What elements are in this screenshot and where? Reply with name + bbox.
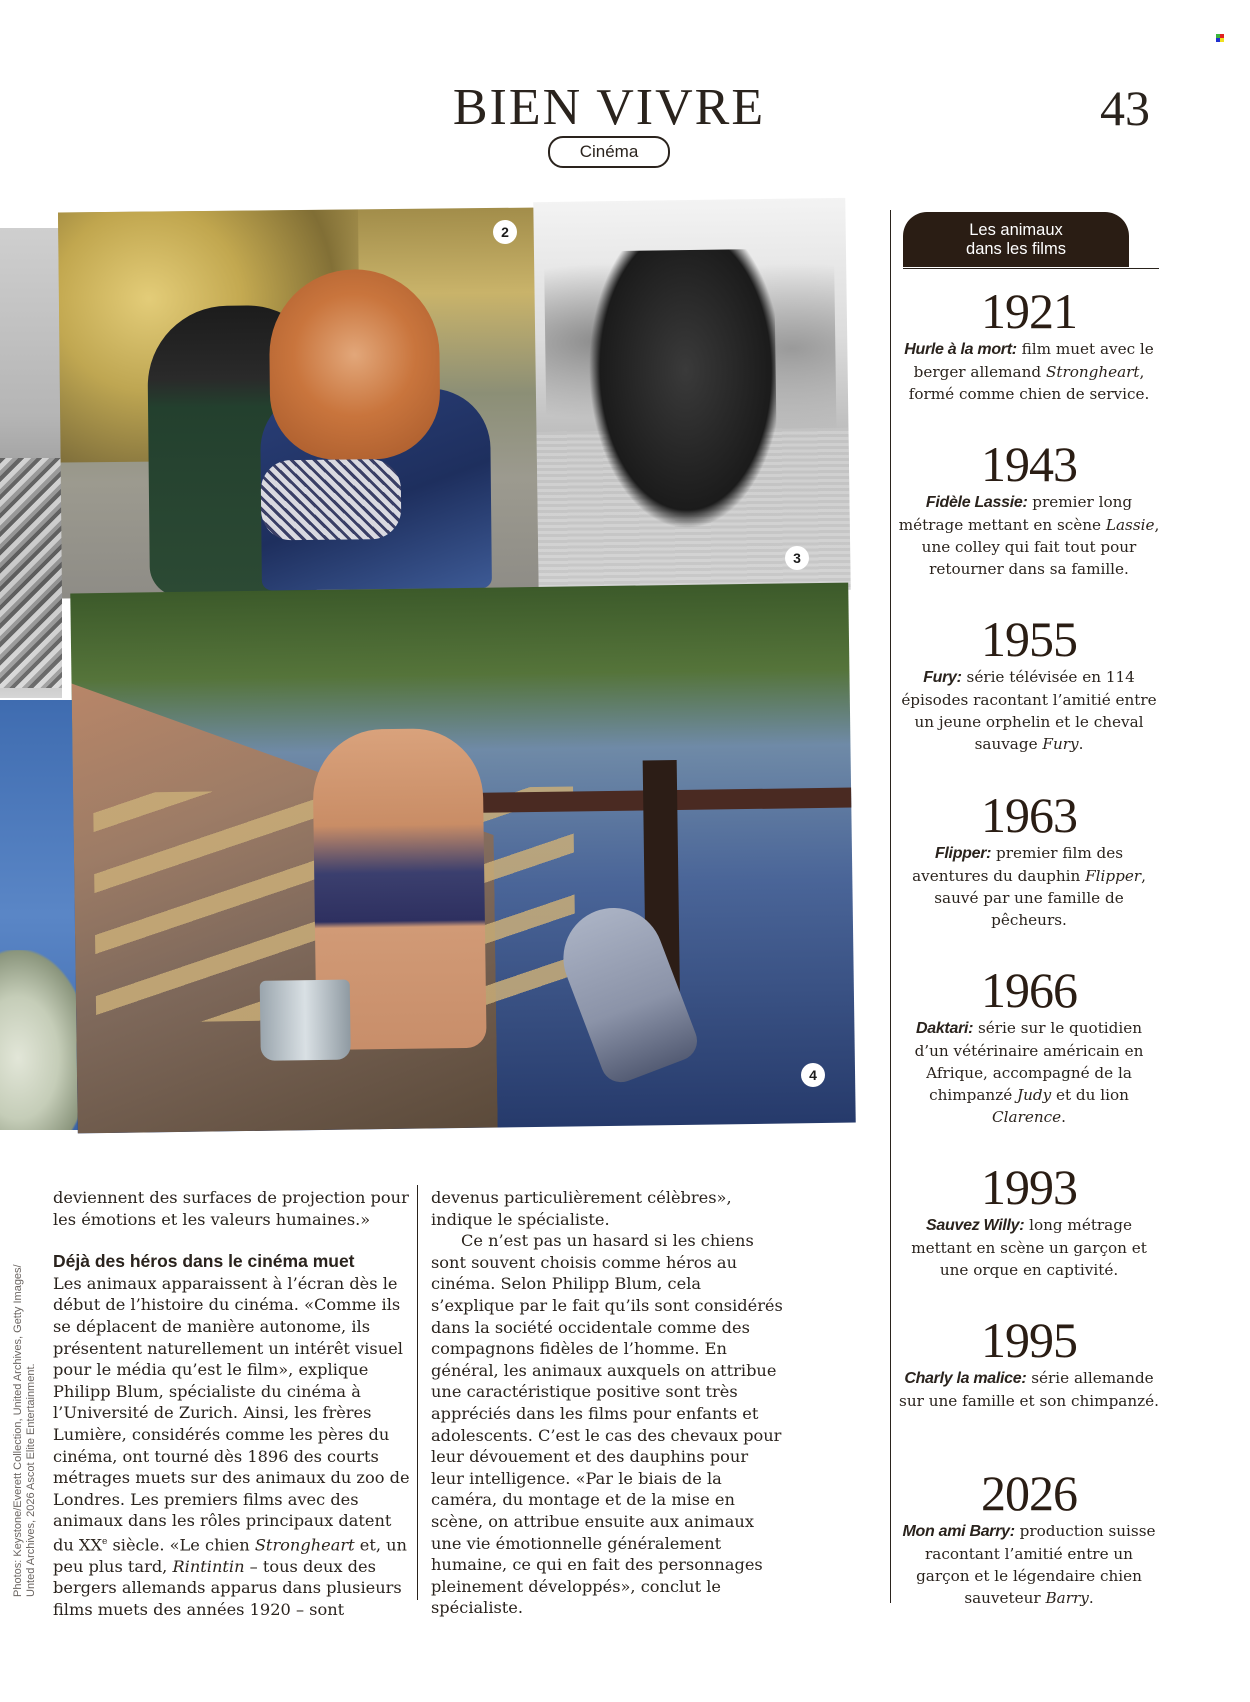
article-subheading: Déjà des héros dans le cinéma muet [53, 1251, 355, 1272]
timeline-year: 1993 [981, 1159, 1077, 1215]
timeline-entry [898, 1312, 1160, 1412]
timeline-description [898, 1367, 1160, 1412]
animal-name: Strongheart [1045, 363, 1140, 381]
timeline-description [898, 1520, 1160, 1609]
film-title: Flipper: [934, 845, 992, 862]
column-divider [417, 1185, 418, 1600]
mark-yellow [1220, 38, 1224, 42]
timeline-entry [898, 283, 1160, 405]
photo-mittens [261, 459, 402, 540]
text-run: film muet avec le berger allemand [913, 340, 1154, 381]
photo-credit [12, 1264, 38, 1597]
film-title: Charly la malice: [904, 1370, 1027, 1387]
timeline-entry [898, 962, 1160, 1128]
article-paragraph: Ce n’est pas un hasard si les chiens sont souvent choisis comme héros au cinéma. Selon Philipp Blum, cela s’explique par le fait qu’ils sont considérés dans la société occidentale comme des compagnons fidèles de l’homme. En général, les animaux auxquels on attribue une caractéristique positive sont très appréciés dans les films pour enfants et adolescents. C’est le cas des chevaux pour leur dévouement et des dauphins pour leur intelligence. «Par le biais de la caméra, du montage et de la mise en scène, on attribue ensuite aux animaux une vie émotionnelle généralement humaine, ce qui en fait des personnages pleinement développés», conclut le spécialiste. [431, 1231, 783, 1618]
timeline-description [898, 842, 1160, 931]
photo-boy-feeding-dolphin [70, 583, 855, 1134]
photo-left-strip-rocks [0, 228, 62, 698]
timeline-entry [898, 611, 1160, 755]
text-run: premier film des aventures du dauphin [912, 844, 1124, 885]
timeline-entry [898, 436, 1160, 580]
text-run: , une colley qui fait tout pour retourner dans sa famille. [921, 516, 1160, 578]
timeline-description [898, 1017, 1160, 1128]
timeline-title-line: dans les films [966, 240, 1066, 258]
timeline-title-line: Les animaux [969, 221, 1063, 239]
animal-name: Judy [1017, 1086, 1052, 1104]
photo-number-badge: 2 [493, 220, 517, 244]
timeline-year: 1921 [981, 283, 1077, 339]
film-title: Mon ami Barry: [902, 1523, 1015, 1540]
text-run: production suisse racontant l’amitié entre un garçon et le légendaire chien sauveteur [916, 1522, 1156, 1607]
animal-name: Barry [1045, 1589, 1089, 1607]
text-run: . [1078, 735, 1084, 753]
rubric-label: Cinéma [548, 136, 670, 168]
animal-name: Lassie [1105, 516, 1155, 534]
text-run: long métrage mettant en scène un garçon et une orque en captivité. [911, 1216, 1147, 1279]
photo-credit-line: Unted Archives, 2026 Ascot Elite Entertainment. [25, 1363, 37, 1597]
text-run: . [1061, 1108, 1066, 1126]
article-column-2 [431, 1187, 786, 1619]
text-run: et, un peu plus tard, [53, 1535, 407, 1576]
timeline-description [898, 338, 1160, 405]
text-run: premier long métrage mettant en scène [898, 493, 1133, 534]
text-run: série télévisée en 114 épisodes racontant l’amitié entre un jeune orphelin et le cheval sauvage [901, 668, 1157, 753]
animal-name: Fury [1042, 735, 1079, 753]
article-column-1 [53, 1187, 413, 1621]
text-run: et du lion [1051, 1086, 1129, 1104]
timeline-rule [903, 268, 1159, 269]
photo-girl-hair [269, 269, 441, 461]
sidebar-divider [890, 210, 891, 1603]
text-run: série allemande sur une famille et son chimpanzé. [899, 1369, 1159, 1410]
article-paragraph: devenus particulièrement célèbres», indique le spécialiste. [431, 1188, 732, 1229]
timeline-year: 1963 [981, 787, 1077, 843]
superscript: e [101, 1536, 108, 1547]
text-run: Les animaux apparaissent à l’écran dès le début de l’histoire du cinéma. «Comme ils se déplacent de manière autonome, ils présentent naturellement un intérêt visuel pour le média qu’est le film», explique Philipp Blum, spécialiste du cinéma à l’Université de Zurich. Ainsi, les frères Lumière, considérés comme les pères du cinéma, ont tourné dès 1896 des courts métrages muets sur des animaux du zoo de Londres. Les premiers films avec des animaux dans les rôles principaux datent du XX [53, 1273, 410, 1555]
text-run: , formé comme chien de service. [908, 363, 1150, 403]
timeline-year: 1995 [981, 1312, 1077, 1368]
photo-rearing-horse [533, 198, 850, 594]
timeline-description [898, 1214, 1160, 1281]
photo-bucket [260, 980, 351, 1061]
timeline-description [898, 666, 1160, 755]
section-title: BIEN VIVRE [452, 79, 766, 136]
film-title: Fidèle Lassie: [925, 494, 1028, 511]
article-paragraph [53, 1273, 413, 1621]
film-title: Sauvez Willy: [926, 1217, 1025, 1234]
text-run: , sauvé par une famille de pêcheurs. [934, 867, 1146, 929]
italic-name: Rintintin [172, 1556, 245, 1576]
timeline-title-tab [903, 212, 1129, 267]
timeline-entry [898, 787, 1160, 931]
film-title: Fury: [923, 669, 962, 686]
timeline-year: 1943 [981, 436, 1077, 492]
film-title: Daktari: [915, 1020, 974, 1037]
italic-name: Strongheart [254, 1535, 355, 1555]
timeline-description [898, 491, 1160, 580]
film-title: Hurle à la mort: [904, 341, 1017, 358]
timeline-year: 1955 [981, 611, 1077, 667]
article-paragraph: deviennent des surfaces de projection pour les émotions et les valeurs humaines.» [53, 1188, 409, 1229]
text-run: . [1088, 1589, 1094, 1607]
timeline-year: 1966 [981, 962, 1077, 1018]
text-run: siècle. «Le chien [107, 1535, 255, 1555]
text-run: – tous deux des bergers allemands apparus dans plusieurs films muets des années 1920 – sont [53, 1556, 402, 1620]
photo-credit-line: Photos: Keystone/Everett Collection, United Archives, Getty Images/ [12, 1264, 24, 1597]
timeline-entry [898, 1465, 1160, 1609]
photo-girl-and-chimpanzee [58, 207, 544, 598]
text-run: série sur le quotidien d’un vétérinaire américain en Afrique, accompagné de la chimpanzé [914, 1019, 1144, 1104]
photo-horse [574, 249, 778, 552]
photo-number-badge: 3 [785, 546, 809, 570]
photo-number-badge: 4 [801, 1063, 825, 1087]
color-registration-mark [1216, 34, 1224, 42]
page-number: 43 [1100, 80, 1150, 136]
animal-name: Flipper [1085, 867, 1142, 885]
timeline-year: 2026 [981, 1465, 1077, 1521]
timeline-entry [898, 1159, 1160, 1281]
animal-name: Clarence [992, 1108, 1062, 1126]
